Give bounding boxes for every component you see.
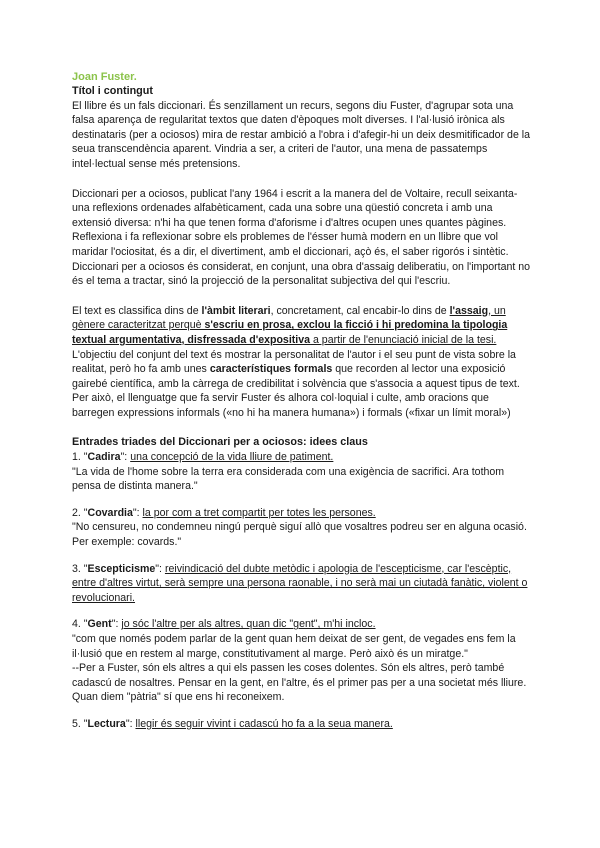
entry-word: Covardia [87,506,133,519]
bold-underline-essay: l'assaig [449,304,489,317]
document-page [72,70,532,732]
entry-number: 3. " [72,562,88,575]
entry-covardia [72,506,532,550]
entry-lectura [72,717,532,732]
author-name: Joan Fuster. [72,71,137,83]
entry-number: 2. " [72,506,88,519]
entry-summary: la por com a tret compartit per totes les persones. [142,506,376,519]
entry-word: Lectura [87,717,126,730]
entry-quote: "com que només podem parlar de la gent quan hem deixat de ser gent, de vegades ens fem la il·lusió que en restem al marge, constitutivament al marge. Però això és un miratge." [72,633,516,660]
entry-quote: "No censureu, no condemneu ningú perquè siguí allò que vosaltres podreu ser en alguna ocasió. Per exemple: covards." [72,521,527,549]
entry-title-line [72,450,532,465]
entry-separator: ": [120,451,131,464]
paragraph-classification [72,304,532,421]
text-run: L'objectiu del conjunt del text és mostrar la personalitat de l'autor i el seu punt de vista sobre la realitat, però ho fa amb unes [72,348,516,376]
entry-title-line [72,562,532,606]
entry-comment: --Per a Fuster, són els altres a qui els passen les coses dolentes. Són els altres, però també cadascú de nosaltres. Pensar en la gent, en l'altre, és el primer pas per a una societat més lliure. Quan diem "pàtria" sí que ens hi reconeixem. [72,662,527,704]
paragraph-intro: El llibre és un fals diccionari. És senzillament un recurs, segons diu Fuster, d'agrupar sota una falsa aparença de regularitat textos que daten d'èpoques molt diverses. I l'al·lusió irònica als destinataris (per a ociosos) mira de restar ambició a l'obra i d'afegir-hi un deix desmitificador de la seua transcendència aparent. Vindria a ser, a criteri de l'autor, una mena de passatemps intel·lectual sense més pretensions. [72,99,531,170]
entry-title-line [72,506,532,521]
entry-number: 4. " [72,618,88,631]
entry-word: Gent [87,618,112,631]
bold-literary-scope: l'àmbit literari [201,304,271,317]
entry-quote: "La vida de l'home sobre la terra era considerada com una exigència de sacrifici. Ara tothom pensa de distinta manera." [72,465,505,493]
entry-separator: ": [111,618,122,631]
entry-gent [72,617,532,705]
paragraph-description: Diccionari per a ociosos, publicat l'any 1964 i escrit a la manera del de Voltaire, recull seixanta-una reflexions ordenades alfabèticament, cada una sobre una qüestió concreta i amb una extensió diversa: n'hi ha que tenen forma d'aforisme i d'altres ocupen unes quantes pàgines. Reflexiona i fa reflexionar sobre els problemes de l'ésser humà modern en un llibre que vol maridar l'ociositat, és a dir, el divertiment, amb el diccionari, açò és, el saber rigorós i sintètic. Diccionari per a ociosos és considerat, en conjunt, una obra d'assaig deliberatiu, on l'important no és el tema a tractar, sinó la projecció de la personalitat subjectiva del qui l'escriu. [72,187,531,288]
bold-underline-features: s'escriu en prosa, exclou la ficció i hi predomina la tipologia textual argumentativa, disfressada d'expositiva [72,319,508,346]
entry-summary: reivindicació del dubte metòdic i apologia de l'escepticisme, car l'escèptic, entre d'altres virtut, serà sempre una persona raonable, i no serà mai un ciutadà fanàtic, violent o revolucionari. [72,562,528,604]
entry-word: Escepticisme [87,562,156,575]
text-run: , concretament, cal encabir-lo dins de [270,304,450,317]
entry-title-line [72,717,532,732]
bold-formal-features: característiques formals [209,363,333,376]
entry-number: 1. " [72,451,88,464]
entry-escepticisme [72,562,532,606]
text-run: que recorden al lector una exposició gairebé científica, amb la càrrega de credibilitat i solvència que s'associa a aquest tipus de text. Per això, el llenguatge que fa servir Fuster és alhora col·loquial i culte, amb oracions que barregen expressions informals («no hi ha manera humana») i formals («fixar un límit moral») [72,363,520,419]
entry-summary: llegir és seguir vivint i cadascú ho fa a la seua manera. [135,717,393,730]
entry-separator: ": [155,562,165,575]
entry-summary: una concepció de la vida lliure de patiment. [130,451,334,464]
underlined-text: a partir de l'enunciació inicial de la tesi. [310,333,497,346]
text-run: El text es classifica dins de [72,304,202,317]
entry-title-line [72,617,532,632]
entry-number: 5. " [72,717,88,730]
entry-cadira [72,450,532,494]
entries-heading: Entrades triades del Diccionari per a ociosos: idees claus [72,436,368,449]
entry-separator: ": [132,506,143,519]
entry-summary: jo sóc l'altre per als altres, quan dic "gent", m'hi incloc. [121,618,376,631]
entry-separator: ": [125,717,136,730]
section-heading-title: Títol i contingut [72,85,153,97]
entry-word: Cadira [87,451,121,464]
underlined-text: , un gènere caracteritzat perquè [72,304,506,332]
